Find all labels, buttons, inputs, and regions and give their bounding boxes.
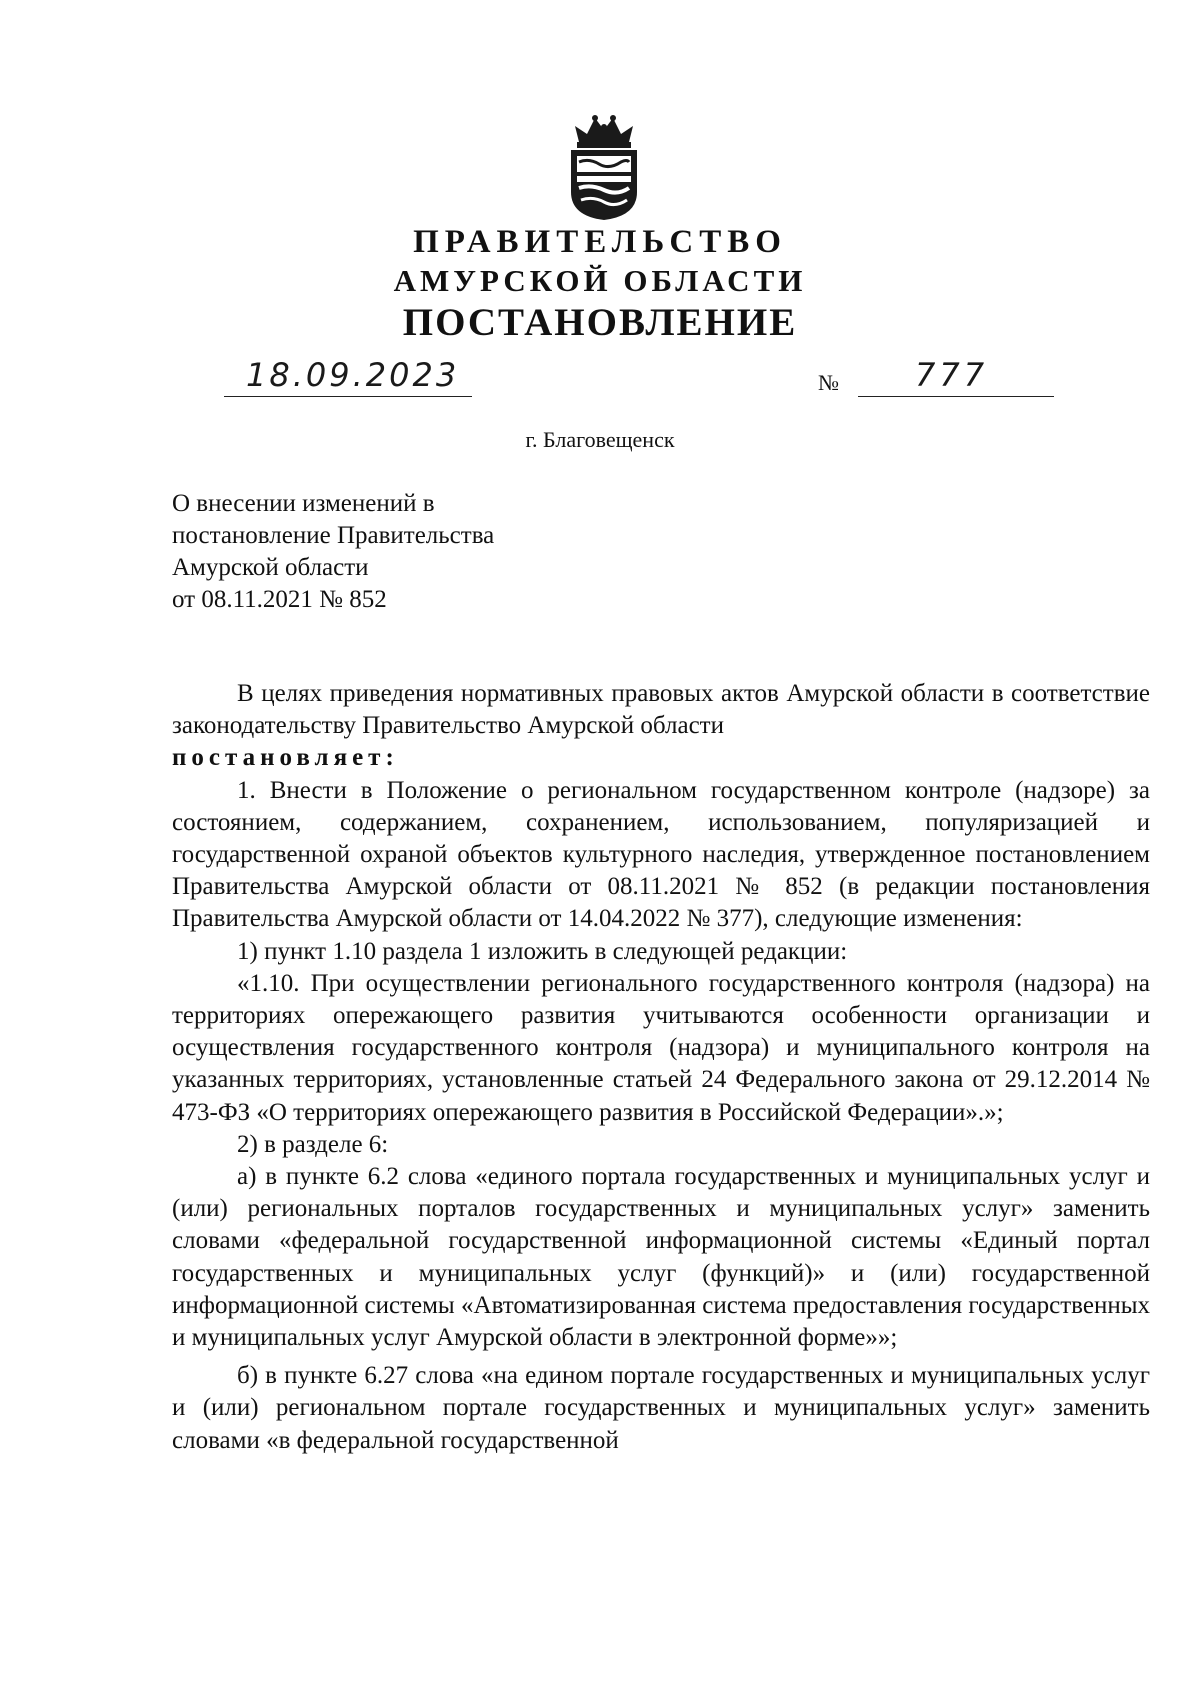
handwritten-date: 18.09.2023 <box>246 356 460 394</box>
city: г. Благовещенск <box>525 427 675 452</box>
subject-line: постановление Правительства <box>172 522 495 549</box>
subject-block <box>172 488 494 616</box>
document-body <box>172 678 1150 1457</box>
paragraph-1-1: 1) пункт 1.10 раздела 1 изложить в следующей редакции: <box>237 937 848 965</box>
preamble-paragraph: В целях приведения нормативных правовых актов Амурской области в соответствие законодательству Правительство Амурской области <box>172 680 1150 740</box>
paragraph-1-1-text: «1.10. При осуществлении регионального государственного контроля (надзора) на территориях опережающего развития учитываются особенности организации и осуществления государственного контроля (надзора) и муниципального контроля на указанных территориях, установленные статьей 24 Федерального закона от 29.12.2014 № 473-ФЗ «О территориях опережающего развития в Российской Федерации».»; <box>172 969 1150 1126</box>
paragraph-1-2-b: б) в пункте 6.27 слова «на едином портале государственных и муниципальных услуг и (или) региональном портале государственных и муниципальных услуг» заменить словами «в федеральной государственной <box>172 1362 1150 1454</box>
heading-region: АМУРСКОЙ ОБЛАСТИ <box>393 263 807 298</box>
subject-line: от 08.11.2021 № 852 <box>172 586 387 613</box>
coat-of-arms-icon <box>565 112 643 222</box>
number-sign: № <box>818 370 839 395</box>
subject-line: О внесении изменений в <box>172 490 435 517</box>
resolves-word: постановляет: <box>172 744 399 772</box>
subject-line: Амурской области <box>172 554 369 581</box>
heading-government: ПРАВИТЕЛЬСТВО <box>413 224 787 260</box>
paragraph-1: 1. Внести в Положение о региональном государственном контроле (надзоре) за состоянием, содержанием, сохранением, использованием, популяризацией и государственной охраной объектов культурного наследия, утвержденное постановлением Правительства Амурской области от 08.11.2021 № 852 (в редакции постановления Правительства Амурской области от 14.04.2022 № 377), следующие изменения: <box>172 776 1150 933</box>
paragraph-1-2: 2) в разделе 6: <box>237 1130 389 1158</box>
paragraph-1-2-a: а) в пункте 6.2 слова «единого портала государственных и муниципальных услуг и (или) региональных порталов государственных и муниципальных услуг» заменить словами «федеральной государственной информационной системы «Единый портал государственных и муниципальных услуг (функций)» и (или) государственной информационной системы «Автоматизированная система предоставления государственных и муниципальных услуг Амурской области в электронной форме»»; <box>172 1163 1150 1352</box>
heading-resolution: ПОСТАНОВЛЕНИЕ <box>402 301 798 344</box>
handwritten-number: 777 <box>915 356 989 394</box>
